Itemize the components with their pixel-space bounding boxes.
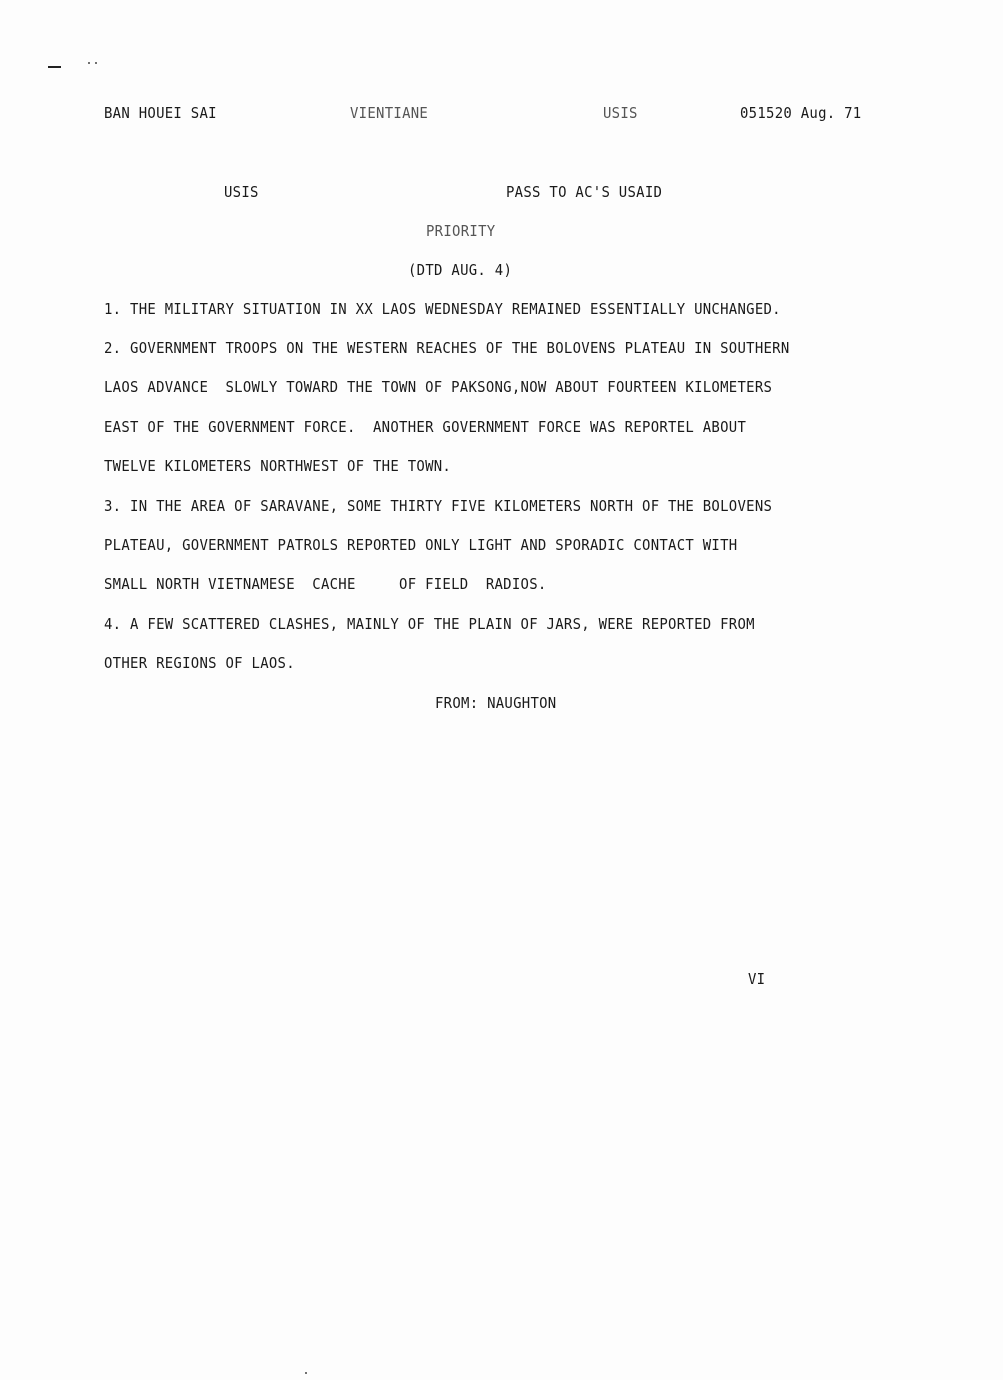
body-line: 2. GOVERNMENT TROOPS ON THE WESTERN REACHES OF THE BOLOVENS PLATEAU IN SOUTHERN	[104, 339, 790, 357]
body-line: OTHER REGIONS OF LAOS.	[104, 654, 295, 672]
stray-ink-speck	[88, 62, 90, 64]
stray-ink-mark	[48, 66, 61, 68]
body-line: 1. THE MILITARY SITUATION IN XX LAOS WEDNESDAY REMAINED ESSENTIALLY UNCHANGED.	[104, 300, 781, 318]
body-line: LAOS ADVANCE SLOWLY TOWARD THE TOWN OF PAKSONG,NOW ABOUT FOURTEEN KILOMETERS	[104, 378, 773, 396]
header-city: VIENTIANE	[350, 104, 429, 122]
signature: FROM: NAUGHTON	[435, 694, 557, 712]
routing-dated: (DTD AUG. 4)	[408, 261, 513, 279]
routing-pass: PASS TO AC'S USAID	[506, 183, 663, 201]
stray-ink-speck	[305, 1372, 307, 1374]
body-line: PLATEAU, GOVERNMENT PATROLS REPORTED ONLY LIGHT AND SPORADIC CONTACT WITH	[104, 536, 738, 554]
body-line: 4. A FEW SCATTERED CLASHES, MAINLY OF THE PLAIN OF JARS, WERE REPORTED FROM	[104, 615, 755, 633]
stray-ink-speck	[95, 62, 97, 64]
routing-to: USIS	[224, 183, 259, 201]
header-origin: BAN HOUEI SAI	[104, 104, 217, 122]
body-line: 3. IN THE AREA OF SARAVANE, SOME THIRTY FIVE KILOMETERS NORTH OF THE BOLOVENS	[104, 497, 773, 515]
routing-precedence: PRIORITY	[426, 222, 496, 240]
body-line: EAST OF THE GOVERNMENT FORCE. ANOTHER GOVERNMENT FORCE WAS REPORTEL ABOUT	[104, 418, 747, 436]
footer-mark: VI	[748, 970, 766, 988]
body-line: SMALL NORTH VIETNAMESE CACHE OF FIELD RADIOS.	[104, 575, 547, 593]
header-dtg: 051520 Aug. 71	[740, 104, 862, 122]
header-agency: USIS	[603, 104, 638, 122]
body-line: TWELVE KILOMETERS NORTHWEST OF THE TOWN.	[104, 457, 452, 475]
